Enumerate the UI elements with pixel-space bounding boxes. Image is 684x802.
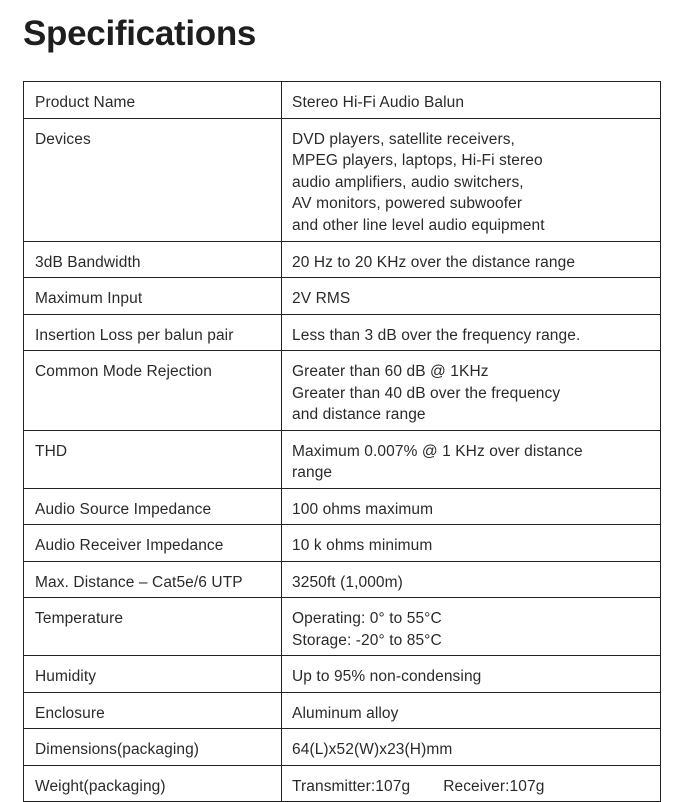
spec-label: Audio Receiver Impedance: [24, 525, 282, 562]
spec-row-insertion-loss: [24, 314, 661, 351]
spec-row-bandwidth: [24, 241, 661, 278]
spec-row-max-distance: [24, 561, 661, 598]
spec-row-thd: [24, 430, 661, 488]
spec-label: 3dB Bandwidth: [24, 241, 282, 278]
spec-row-product-name: [24, 82, 661, 119]
spec-value: 2V RMS: [282, 278, 661, 315]
spec-value: Stereo Hi-Fi Audio Balun: [282, 82, 661, 119]
spec-row-enclosure: [24, 692, 661, 729]
spec-row-weight: [24, 765, 661, 802]
spec-row-audio-source-impedance: [24, 488, 661, 525]
specifications-table: [23, 81, 661, 802]
page-title: Specifications: [23, 14, 257, 53]
spec-value: DVD players, satellite receivers, MPEG players, laptops, Hi-Fi stereo audio amplifiers, audio switchers, AV monitors, powered subwoofer and other line level audio equipment: [282, 118, 661, 241]
spec-value: Operating: 0° to 55°C Storage: -20° to 85°C: [282, 598, 661, 656]
spec-label: Common Mode Rejection: [24, 351, 282, 431]
spec-label: Temperature: [24, 598, 282, 656]
spec-row-devices: [24, 118, 661, 241]
weight-receiver: Receiver:107g: [443, 777, 545, 795]
spec-label: Audio Source Impedance: [24, 488, 282, 525]
spec-label: Insertion Loss per balun pair: [24, 314, 282, 351]
spec-label: Dimensions(packaging): [24, 729, 282, 766]
spec-value: Greater than 60 dB @ 1KHz Greater than 40 dB over the frequency and distance range: [282, 351, 661, 431]
spec-value: 20 Hz to 20 KHz over the distance range: [282, 241, 661, 278]
spec-label: Weight(packaging): [24, 765, 282, 802]
spec-value: 10 k ohms minimum: [282, 525, 661, 562]
spec-row-temperature: [24, 598, 661, 656]
spec-value: 100 ohms maximum: [282, 488, 661, 525]
spec-row-audio-receiver-impedance: [24, 525, 661, 562]
spec-label: Devices: [24, 118, 282, 241]
weight-transmitter: Transmitter:107g: [292, 777, 411, 795]
spec-value: [282, 765, 661, 802]
spec-label: Maximum Input: [24, 278, 282, 315]
spec-row-humidity: [24, 656, 661, 693]
spec-row-maximum-input: [24, 278, 661, 315]
spec-value: Maximum 0.007% @ 1 KHz over distance range: [282, 430, 661, 488]
spec-value: Up to 95% non-condensing: [282, 656, 661, 693]
spec-value: Aluminum alloy: [282, 692, 661, 729]
spec-label: THD: [24, 430, 282, 488]
spec-value: 3250ft (1,000m): [282, 561, 661, 598]
spec-label: Humidity: [24, 656, 282, 693]
spec-label: Product Name: [24, 82, 282, 119]
spec-value: 64(L)x52(W)x23(H)mm: [282, 729, 661, 766]
spec-label: Enclosure: [24, 692, 282, 729]
spec-label: Max. Distance – Cat5e/6 UTP: [24, 561, 282, 598]
spec-row-dimensions: [24, 729, 661, 766]
spec-row-common-mode-rejection: [24, 351, 661, 431]
spec-value: Less than 3 dB over the frequency range.: [282, 314, 661, 351]
